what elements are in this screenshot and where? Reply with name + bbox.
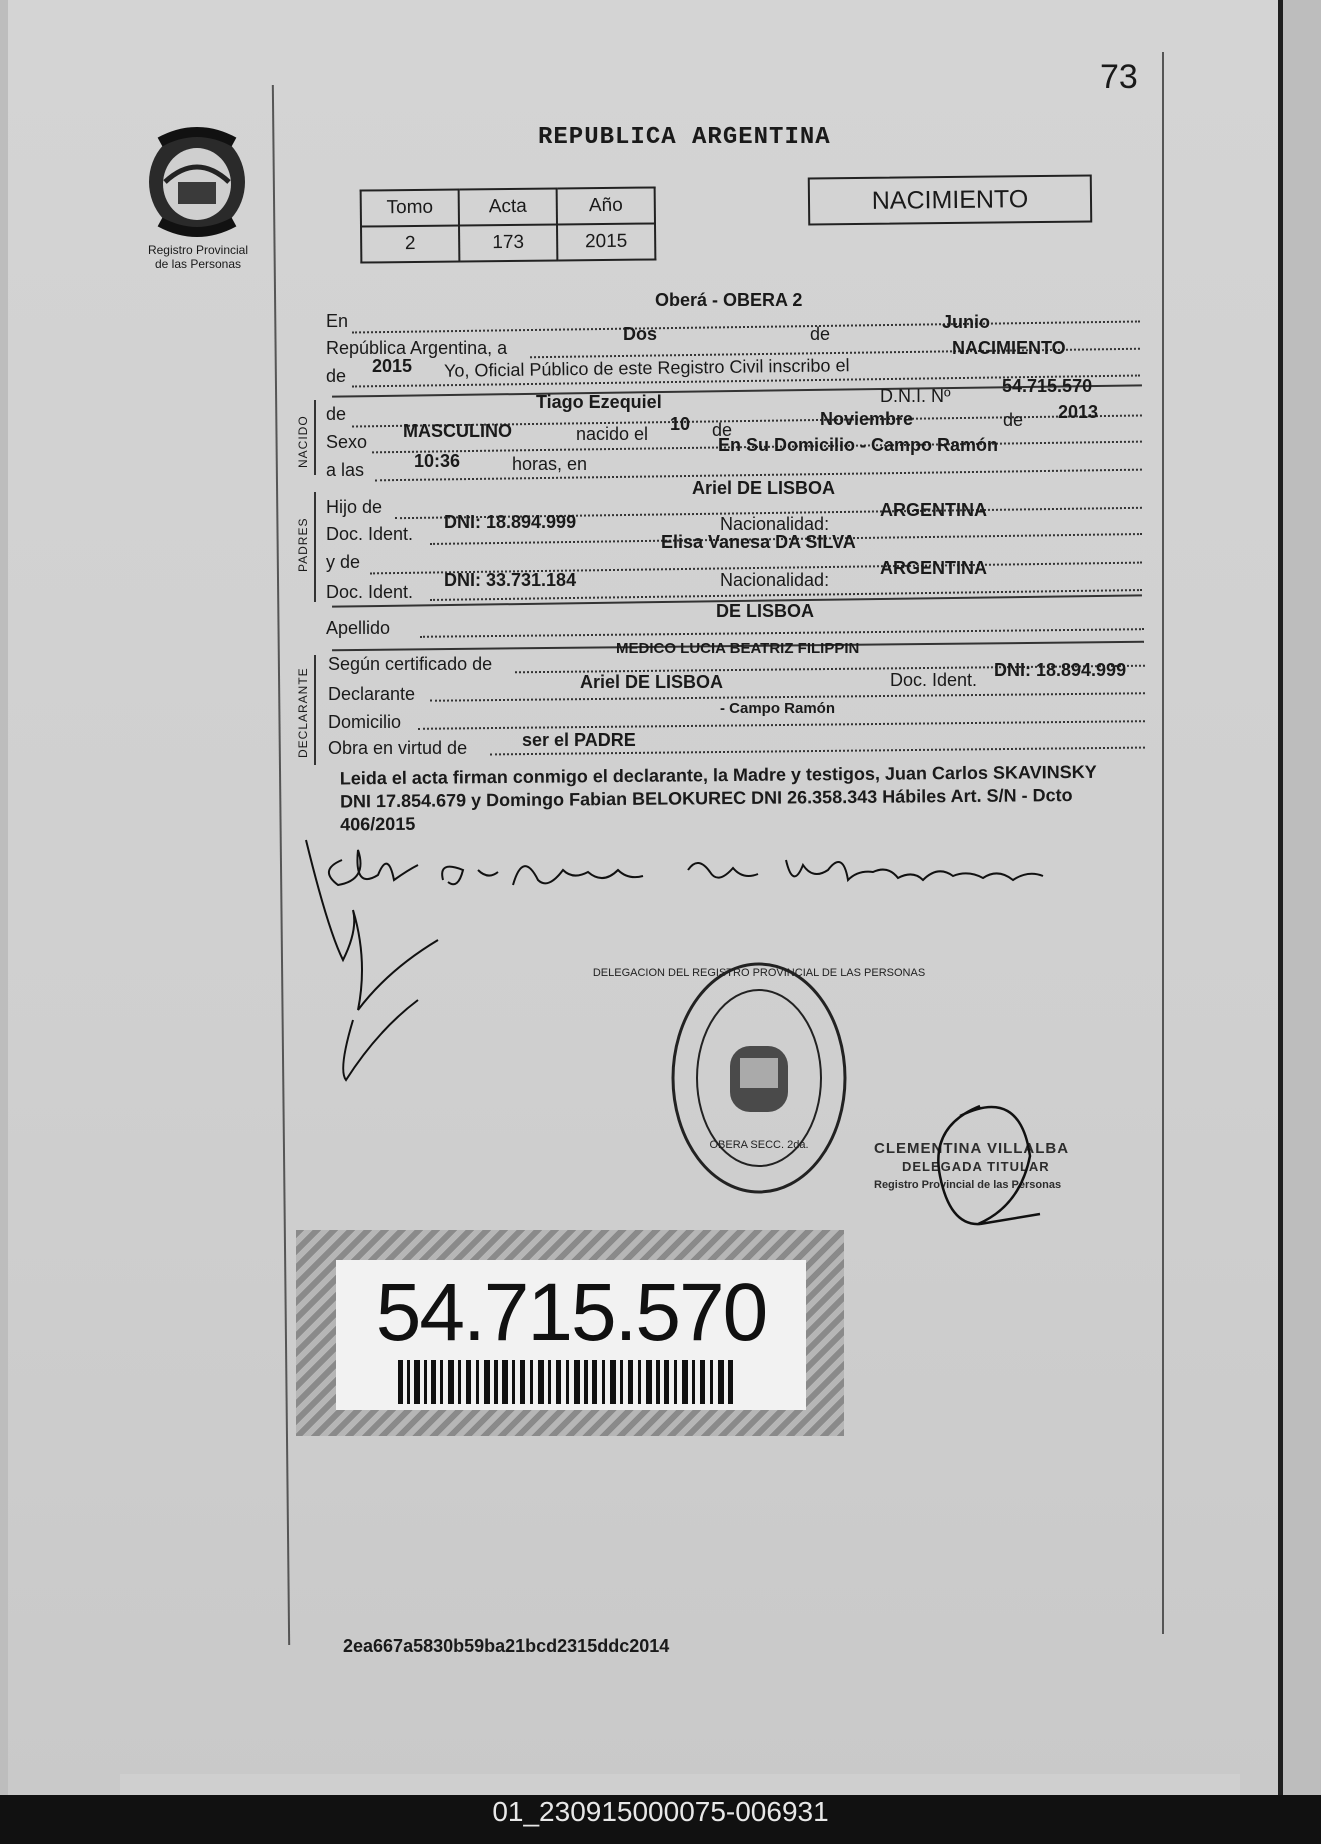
- month-value: Junio: [942, 312, 990, 332]
- child-name: Tiago Ezequiel: [536, 392, 662, 412]
- birth-time: 10:36: [414, 451, 461, 471]
- y-de-label: y de: [326, 552, 361, 572]
- de-year-label: de: [326, 366, 347, 386]
- closing-note: Leida el acta firman conmigo el declarante, la Madre y testigos, Juan Carlos SKAVINSKY DNI 17.854.679 y Domingo Fabian BELOKUREC DNI 26.358.343 Hábiles Art. S/N - Dcto 406/2015: [339, 761, 1097, 835]
- certificado-label: Según certificado de: [328, 654, 493, 674]
- sexo-label: Sexo: [326, 432, 368, 452]
- declarante-doc-label: Doc. Ident.: [890, 670, 978, 690]
- birth-day: 10: [670, 414, 691, 434]
- obra-label: Obra en virtud de: [328, 738, 468, 758]
- record-value-ano: 2015: [557, 223, 655, 260]
- padres-bracket: [314, 492, 316, 602]
- place-value: Oberá - OBERA 2: [655, 290, 803, 310]
- obra-value: ser el PADRE: [522, 730, 636, 750]
- seal-inner-text: OBERA SECC. 2da.: [709, 1139, 809, 1151]
- dni-sticker-panel: [336, 1260, 806, 1410]
- mother-doc: DNI: 33.731.184: [444, 570, 577, 590]
- day-value: Dos: [623, 324, 658, 344]
- record-header-ano: Año: [557, 187, 655, 224]
- seal-ring-text: DELEGACION DEL REGISTRO PROVINCIAL DE LAS PERSONAS: [592, 967, 926, 979]
- page-number: 73: [1100, 58, 1138, 96]
- republica-label: República Argentina, a: [326, 338, 508, 358]
- en-label: En: [326, 311, 349, 331]
- dni-barcode: [398, 1360, 738, 1404]
- official-signature: [920, 1096, 1050, 1236]
- a-las-label: a las: [326, 460, 365, 480]
- declarante-label: Declarante: [328, 684, 416, 704]
- document-type-box: NACIMIENTO: [808, 175, 1092, 226]
- record-table: [360, 186, 657, 263]
- nacido-de-label-3: de: [1003, 410, 1024, 430]
- right-margin-rule: [1162, 52, 1164, 1634]
- father-doc: DNI: 18.894.999: [444, 512, 577, 532]
- nacido-de-label: de: [326, 404, 347, 424]
- registry-caption-line-2: de las Personas: [154, 257, 242, 271]
- sexo-value: MASCULINO: [403, 421, 512, 441]
- official-name: CLEMENTINA VILLALBA: [874, 1140, 1070, 1157]
- underlying-page-edge: [120, 1774, 1240, 1795]
- child-dni: 54.715.570: [1002, 376, 1093, 396]
- country-title: REPUBLICA ARGENTINA: [538, 124, 831, 151]
- official-office: Registro Provincial de las Personas: [874, 1179, 1062, 1191]
- mother-nationality: ARGENTINA: [880, 558, 987, 578]
- event-value: NACIMIENTO: [952, 338, 1066, 358]
- record-value-acta: 173: [459, 224, 557, 261]
- registry-caption: [128, 243, 268, 271]
- declarante-section-label: DECLARANTE: [296, 667, 310, 758]
- mother-doc-label: Doc. Ident.: [326, 582, 414, 602]
- mother-name: Elisa Vanesa DA SILVA: [661, 532, 856, 552]
- officer-text: Yo, Oficial Público de este Registro Civil inscribo el: [443, 355, 850, 381]
- nacido-de-label-2: de: [712, 420, 733, 440]
- certificado-value: MEDICO LUCIA BEATRIZ FILIPPIN: [616, 640, 860, 657]
- apellido-value: DE LISBOA: [716, 601, 815, 621]
- official-title: DELEGADA TITULAR: [902, 1159, 1050, 1174]
- year-value: 2015: [372, 356, 413, 376]
- page-edge: [1278, 0, 1283, 1795]
- scan-file-id: 01_230915000075-006931: [492, 1796, 829, 1827]
- father-doc-label: Doc. Ident.: [326, 524, 414, 544]
- father-name: Ariel DE LISBOA: [692, 478, 836, 498]
- record-header-tomo: Tomo: [361, 190, 459, 227]
- domicilio-label: Domicilio: [328, 712, 402, 732]
- dni-sticker-number: 54.715.570: [375, 1267, 767, 1358]
- horas-en-label: horas, en: [512, 454, 588, 474]
- birth-place: En Su Domicilio - Campo Ramón: [718, 435, 999, 455]
- nacido-bracket: [314, 400, 316, 475]
- apellido-label: Apellido: [326, 618, 391, 638]
- misiones-coat-of-arms-logo: [140, 122, 255, 242]
- nacido-el-label: nacido el: [576, 424, 649, 444]
- record-value-tomo: 2: [361, 226, 459, 263]
- declarante-doc: DNI: 18.894.999: [994, 660, 1127, 680]
- declarante-bracket: [314, 655, 316, 765]
- domicilio-value: - Campo Ramón: [720, 700, 836, 717]
- nacido-section-label: NACIDO: [296, 415, 310, 468]
- record-header-acta: Acta: [459, 188, 557, 225]
- delegation-seal: [592, 958, 926, 1198]
- dni-label: D.N.I. Nº: [880, 386, 951, 406]
- document-hash: 2ea667a5830b59ba21bcd2315ddc2014: [343, 1636, 670, 1656]
- father-nationality-label: Nacionalidad:: [720, 514, 830, 534]
- father-nationality: ARGENTINA: [880, 500, 987, 520]
- mother-nationality-label: Nacionalidad:: [720, 570, 830, 590]
- declarante-value: Ariel DE LISBOA: [580, 672, 724, 692]
- birth-month: Noviembre: [820, 409, 914, 429]
- de-label: de: [810, 324, 831, 344]
- birth-year: 2013: [1058, 402, 1099, 422]
- dni-sticker: [296, 1230, 844, 1436]
- padres-section-label: PADRES: [296, 517, 310, 572]
- registry-caption-line-1: Registro Provincial: [147, 243, 249, 257]
- hijo-de-label: Hijo de: [326, 497, 383, 517]
